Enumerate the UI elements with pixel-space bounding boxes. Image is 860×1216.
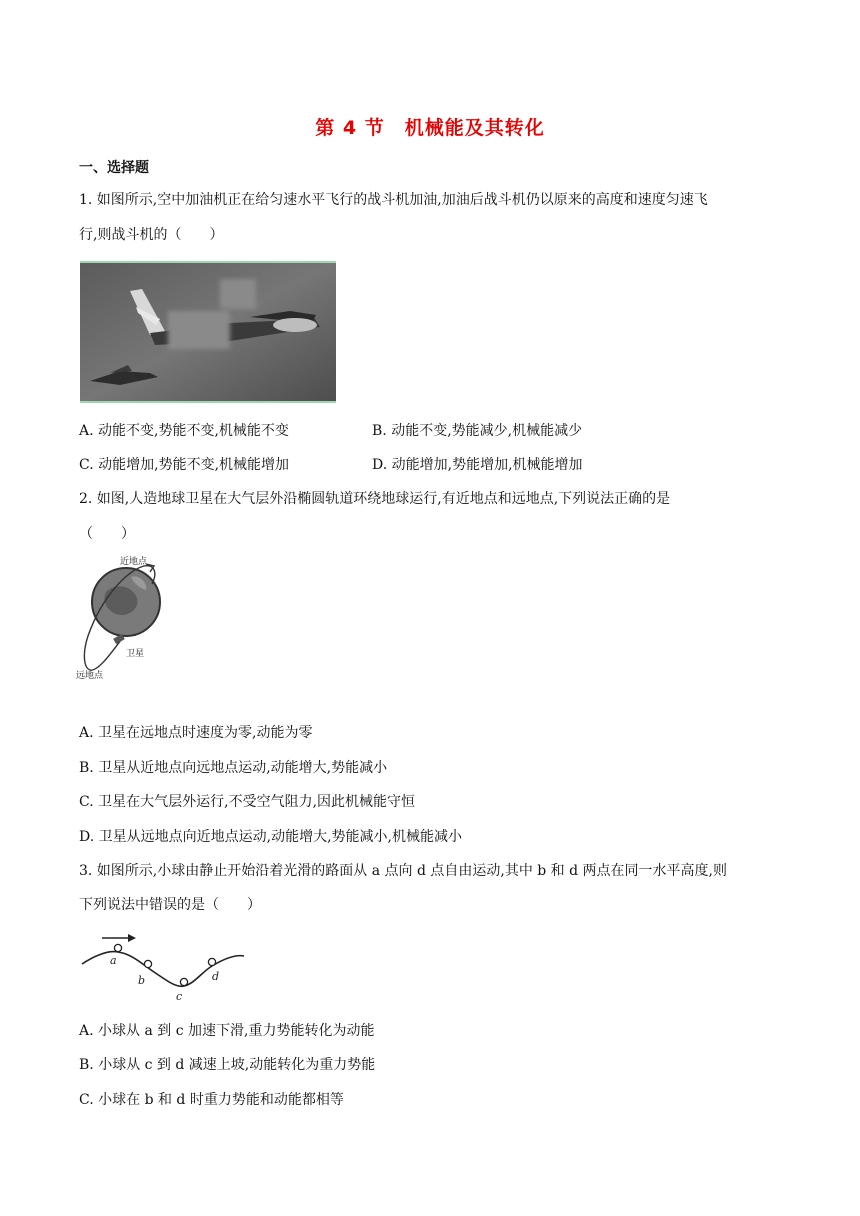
q1-refueling-photo [80,261,336,403]
satellite-label: 卫星 [126,649,145,659]
section-heading: 一、选择题 [79,160,149,176]
q1-stem-line2: 行,则战斗机的（ ） [79,227,224,243]
q1-stem-line1: 1. 如图所示,空中加油机正在给匀速水平飞行的战斗机加油,加油后战斗机仍以原来的高度和速度匀速飞 [79,192,708,208]
q2-stem-line2: （ ） [79,526,135,542]
q3-stem-line2: 下列说法中错误的是（ ） [79,897,261,913]
q2-option-c: C. 卫星在大气层外运行,不受空气阻力,因此机械能守恒 [79,794,416,810]
point-c-label: c [176,990,183,1002]
q1-option-c: C. 动能增加,势能不变,机械能增加 [79,457,290,473]
q1-option-d: D. 动能增加,势能增加,机械能增加 [372,457,583,473]
q2-option-d: D. 卫星从远地点向近地点运动,动能增大,势能减小,机械能减小 [79,829,462,845]
q2-stem-line1: 2. 如图,人造地球卫星在大气层外沿椭圆轨道环绕地球运行,有近地点和远地点,下列说法正确的是 [79,491,671,507]
point-a-label: a [110,954,117,967]
point-b-label: b [138,974,146,987]
apogee-label: 远地点 [76,671,104,680]
q2-option-a: A. 卫星在远地点时速度为零,动能为零 [79,725,313,741]
q1-option-b: B. 动能不变,势能减少,机械能减少 [372,423,583,439]
q1-option-a: A. 动能不变,势能不变,机械能不变 [79,423,289,439]
q2-satellite-orbit-figure [76,552,164,680]
q2-option-b: B. 卫星从近地点向远地点运动,动能增大,势能减小 [79,760,388,776]
q3-option-b: B. 小球从 c 到 d 减速上坡,动能转化为重力势能 [79,1057,376,1073]
perigee-label: 近地点 [120,557,148,567]
q3-option-c: C. 小球在 b 和 d 时重力势能和动能都相等 [79,1092,344,1108]
point-d-label: d [212,970,220,983]
q3-stem-line1: 3. 如图所示,小球由静止开始沿着光滑的路面从 a 点向 d 点自由运动,其中 b 和 d 两点在同一水平高度,则 [79,863,727,879]
page-title: 第 4 节 机械能及其转化 [315,117,545,139]
q3-track-figure [80,928,246,1002]
q3-option-a: A. 小球从 a 到 c 加速下滑,重力势能转化为动能 [79,1023,375,1039]
